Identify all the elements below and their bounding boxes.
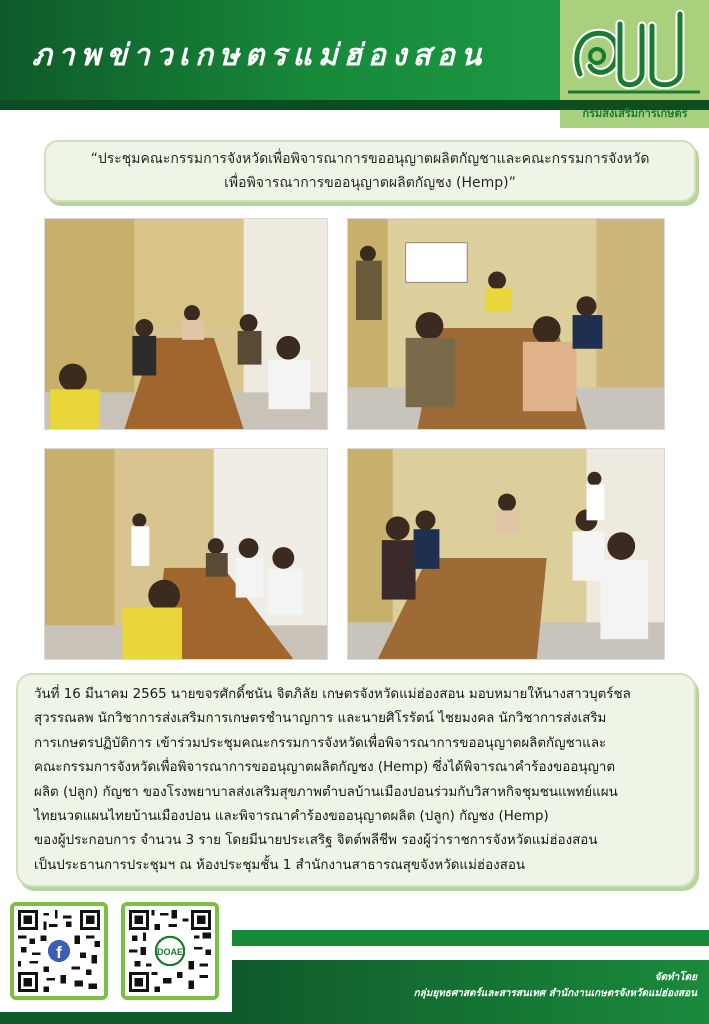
qr-code-doae[interactable]	[121, 902, 219, 1000]
qr-code-facebook[interactable]	[10, 902, 108, 1000]
body-line: วันที่ 16 มีนาคม 2565 นายขจรศักดิ์ชนัน จิตภิลัย เกษตรจังหวัดแม่ฮ่องสอน มอบหมายให้นางสาวบุตร์ชล	[34, 687, 631, 702]
body-line: เป็นประธานการประชุมฯ ณ ห้องประชุมชั้น 1 สำนักงานสาธารณสุขจังหวัดแม่ฮ่องสอน	[34, 857, 526, 873]
credit-label: จัดทำโดย	[654, 972, 697, 983]
body-line: คณะกรรมการจังหวัดเพื่อพิจารณาการขออนุญาตผลิตกัญชง (Hemp) ซึ่งได้พิจารณาคำร้องขออนุญาต	[34, 760, 616, 776]
credit-org: กลุ่มยุทธศาสตร์และสารสนเทศ สำนักงานเกษตรจังหวัดแม่ฮ่องสอน	[413, 988, 697, 999]
body-line: ของผู้ประกอบการ จำนวน 3 ราย โดยมีนายประเสริฐ จิตต์พลีชีพ รองผู้ว่าราชการจังหวัดแม่ฮ่องสอน	[34, 833, 598, 849]
body-line: สุวรรณลพ นักวิชาการส่งเสริมการเกษตรชำนาญการ และนายศิโรรัตน์ ไชยมงคล นักวิชาการส่งเสริม	[34, 711, 607, 727]
footer-credit	[414, 970, 697, 1002]
body-text	[34, 683, 680, 878]
svg-text:f: f	[56, 943, 62, 963]
body-line: ไทยนวดแผนไทยบ้านเมืองปอน และพิจารณาคำร้องขออนุญาตผลิต (ปลูก) กัญชง (Hemp)	[34, 809, 549, 825]
body-line: การเกษตรปฏิบัติการ เข้าร่วมประชุมคณะกรรมการจังหวัดเพื่อพิจารณาการขออนุญาตผลิตกัญชาและ	[34, 735, 607, 751]
subject-line-1: “ประชุมคณะกรรมการจังหวัดเพื่อพิจารณาการขออนุญาตผลิตกัญชาและคณะกรรมการจังหวัด	[90, 151, 650, 167]
footer-bottom-strip	[0, 1012, 232, 1024]
subject-line-2: เพื่อพิจารณาการขออนุญาตผลิตกัญชง (Hemp)”	[224, 175, 516, 191]
subject-box	[44, 140, 696, 202]
meeting-photo-1	[44, 218, 328, 430]
qr-badge-text: DOAE	[156, 947, 184, 958]
footer-band	[232, 930, 709, 946]
body-box	[16, 673, 696, 887]
header	[0, 0, 709, 128]
body-line: ผลิต (ปลูก) กัญชา ของโรงพยาบาลส่งเสริมสุขภาพตำบลบ้านเมืองปอนร่วมกับวิสาหกิจชุมชนแพทย์แผน	[34, 784, 618, 800]
logo-caption: กรมส่งเสริมการเกษตร	[582, 107, 688, 120]
page-title: ภาพข่าวเกษตรแม่ฮ่องสอน	[32, 38, 488, 73]
meeting-photo-3	[44, 448, 328, 660]
meeting-photo-2	[347, 218, 665, 430]
meeting-photo-4	[347, 448, 665, 660]
